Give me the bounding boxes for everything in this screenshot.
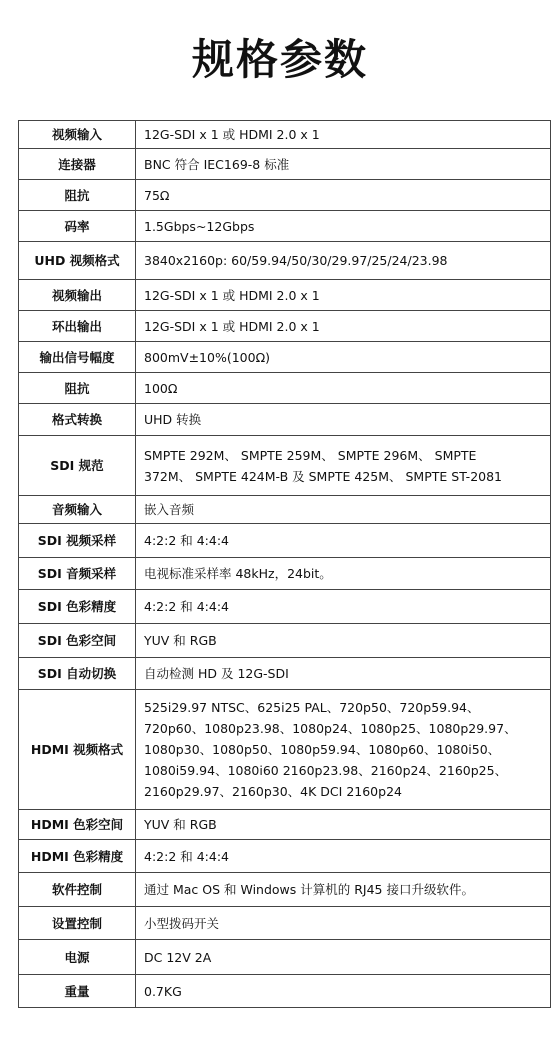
- spec-label: 格式转换: [19, 404, 136, 436]
- spec-label: 重量: [19, 975, 136, 1008]
- spec-label: 输出信号幅度: [19, 342, 136, 373]
- spec-row: [19, 342, 551, 373]
- spec-row: [19, 496, 551, 524]
- spec-row: [19, 558, 551, 590]
- spec-label: 阻抗: [19, 373, 136, 404]
- spec-table: [18, 120, 551, 1008]
- spec-label: UHD 视频格式: [19, 242, 136, 280]
- spec-value: 1.5Gbps~12Gbps: [136, 211, 551, 242]
- spec-row: [19, 149, 551, 180]
- spec-row: [19, 873, 551, 907]
- spec-value: UHD 转换: [136, 404, 551, 436]
- spec-row: [19, 940, 551, 975]
- spec-row: [19, 624, 551, 658]
- spec-value: 0.7KG: [136, 975, 551, 1008]
- spec-value: 12G-SDI x 1 或 HDMI 2.0 x 1: [136, 280, 551, 311]
- spec-label: HDMI 视频格式: [19, 690, 136, 810]
- spec-label: 视频输出: [19, 280, 136, 311]
- spec-label: 电源: [19, 940, 136, 975]
- spec-table-body: [19, 121, 551, 1008]
- spec-label: 阻抗: [19, 180, 136, 211]
- spec-value: 12G-SDI x 1 或 HDMI 2.0 x 1: [136, 121, 551, 149]
- spec-value: DC 12V 2A: [136, 940, 551, 975]
- spec-row: [19, 524, 551, 558]
- spec-value: BNC 符合 IEC169-8 标准: [136, 149, 551, 180]
- spec-label: SDI 视频采样: [19, 524, 136, 558]
- spec-label: HDMI 色彩空间: [19, 810, 136, 840]
- spec-row: [19, 121, 551, 149]
- spec-label: SDI 音频采样: [19, 558, 136, 590]
- spec-label: 环出输出: [19, 311, 136, 342]
- spec-value: 4:2:2 和 4:4:4: [136, 590, 551, 624]
- spec-value: 4:2:2 和 4:4:4: [136, 840, 551, 873]
- spec-label: 视频输入: [19, 121, 136, 149]
- spec-value: YUV 和 RGB: [136, 810, 551, 840]
- spec-label: 设置控制: [19, 907, 136, 940]
- spec-value: 通过 Mac OS 和 Windows 计算机的 RJ45 接口升级软件。: [136, 873, 551, 907]
- spec-row: [19, 311, 551, 342]
- spec-label: HDMI 色彩精度: [19, 840, 136, 873]
- spec-row: [19, 975, 551, 1008]
- spec-row: [19, 373, 551, 404]
- spec-row: [19, 211, 551, 242]
- spec-value: SMPTE 292M、 SMPTE 259M、 SMPTE 296M、 SMPTE 372M、 SMPTE 424M-B 及 SMPTE 425M、 SMPTE ST-2081: [136, 436, 551, 496]
- spec-value: 525i29.97 NTSC、625i25 PAL、720p50、720p59.94、 720p60、1080p23.98、1080p24、1080p25、1080p29.97、 1080p30、1080p50、1080p59.94、1080p60、1080i50、 1080i59.94、1080i60 2160p23.98、2160p24、2160p25、 2160p29.97、2160p30、4K DCI 2160p24: [136, 690, 551, 810]
- spec-row: [19, 840, 551, 873]
- spec-row: [19, 690, 551, 810]
- spec-label: SDI 自动切换: [19, 658, 136, 690]
- spec-label: 码率: [19, 211, 136, 242]
- spec-value: 100Ω: [136, 373, 551, 404]
- spec-label: SDI 规范: [19, 436, 136, 496]
- spec-value: 12G-SDI x 1 或 HDMI 2.0 x 1: [136, 311, 551, 342]
- spec-value: 4:2:2 和 4:4:4: [136, 524, 551, 558]
- spec-label: 音频输入: [19, 496, 136, 524]
- spec-row: [19, 590, 551, 624]
- spec-row: [19, 436, 551, 496]
- spec-value: 电视标准采样率 48kHz，24bit。: [136, 558, 551, 590]
- spec-row: [19, 242, 551, 280]
- spec-label: 连接器: [19, 149, 136, 180]
- spec-label: 软件控制: [19, 873, 136, 907]
- spec-row: [19, 658, 551, 690]
- spec-value: 75Ω: [136, 180, 551, 211]
- spec-row: [19, 280, 551, 311]
- spec-row: [19, 907, 551, 940]
- spec-value: 小型拨码开关: [136, 907, 551, 940]
- page-title: 规格参数: [191, 35, 368, 84]
- spec-value: 嵌入音频: [136, 496, 551, 524]
- spec-value: 3840x2160p: 60/59.94/50/30/29.97/25/24/23.98: [136, 242, 551, 280]
- spec-label: SDI 色彩空间: [19, 624, 136, 658]
- spec-value: 800mV±10%(100Ω): [136, 342, 551, 373]
- spec-row: [19, 180, 551, 211]
- spec-row: [19, 404, 551, 436]
- spec-value: 自动检测 HD 及 12G-SDI: [136, 658, 551, 690]
- spec-label: SDI 色彩精度: [19, 590, 136, 624]
- spec-row: [19, 810, 551, 840]
- spec-value: YUV 和 RGB: [136, 624, 551, 658]
